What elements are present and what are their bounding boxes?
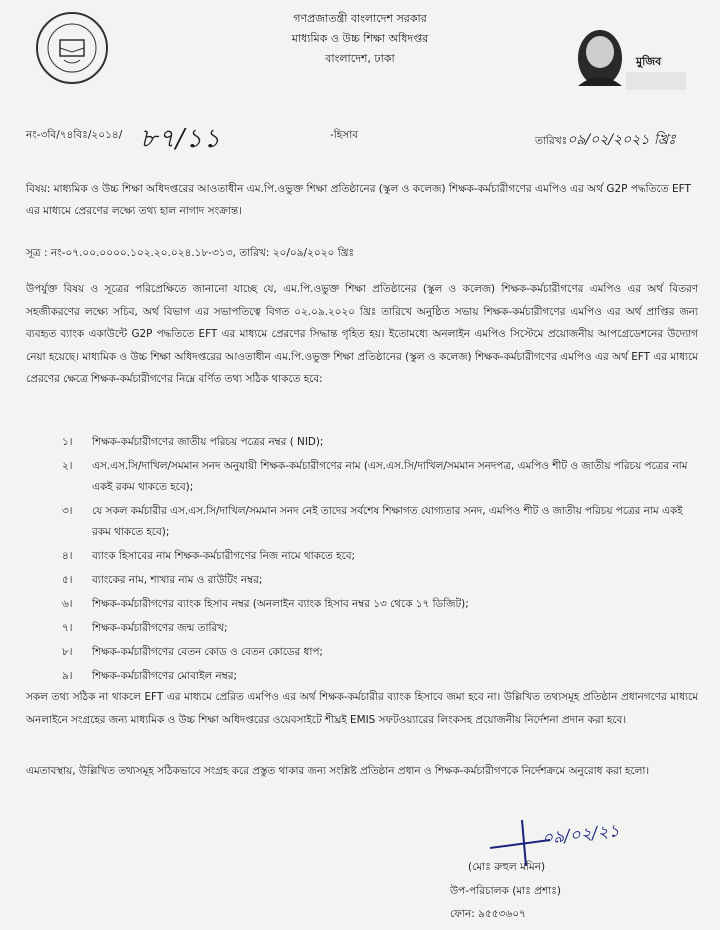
header-location: বাংলাদেশ, ঢাকা (325, 52, 395, 65)
subject-label: বিষয়: (26, 183, 51, 195)
subject-text: মাধ্যমিক ও উচ্চ শিক্ষা অধিদপ্তরের আওতাধীন এম.পি.ওভুক্ত শিক্ষা প্রতিষ্ঠানের (স্কুল ও কলেজ) শিক্ষক-কর্মচারীগণের এমপিও এর অর্থ G2P পদ্ধতিতে EFT এর মাধ্যমে প্রেরণের লক্ষ্যে তথ্য হাল নাগাদ সংক্রান্ত। (26, 183, 691, 217)
reference-sutro: সূত্র : নং-০৭.০০.০০০০.১০২.২০.০২৪.১৮-৩১৩, তারিখ: ২০/০৯/২০২০ খ্রিঃ (26, 247, 355, 259)
date-label: তারিখঃ (535, 135, 568, 147)
portrait-caption: মুজিব (636, 55, 662, 68)
memo-number: নং-৩বি/৭৪বিঃ/২০১৪/ (26, 129, 123, 141)
list-item: ১। শিক্ষক-কর্মচারীগণের জাতীয় পরিচয় পত্রের নম্বর ( NID); (62, 436, 324, 448)
header-directorate: মাধ্যমিক ও উচ্চ শিক্ষা অধিদপ্তর (291, 32, 429, 45)
list-item: ৩। যে সকল কর্মচারীর এস.এস.সি/দাখিল/সমমান সনদ নেই তাদের সর্বশেষ শিক্ষাগত যোগ্যতার সনদ, এমপিও শীট ও জাতীয় পরিচয় পত্রের নাম একই রকম থাকতে হবে); (62, 505, 683, 538)
body-paragraph-3: এমতাবস্থায়, উল্লিখিত তথ্যসমূহ সঠিকভাবে সংগ্রহ করে প্রস্তুত থাকার জন্য সংশ্লিষ্ট প্রতিষ্ঠান প্রধান ও শিক্ষক-কর্মচারীগণকে নির্দেশক্রমে অনুরোধ করা হলো। (26, 765, 650, 777)
body-paragraph-1: উপর্যুক্ত বিষয় ও সূত্রের পরিপ্রেক্ষিতে জানানো যাচ্ছে যে, এম.পি.ওভুক্ত শিক্ষা প্রতিষ্ঠানের (স্কুল ও কলেজ) শিক্ষক-কর্মচারীগণের এমপিও এর অর্থ বিতরণ সহজীকরণের লক্ষ্যে সচিব, অর্থ বিভাগ এর সভাপতিত্বে বিগত ০২.০৯.২০২০ খ্রিঃ তারিখে অনুষ্ঠিত সভায় শিক্ষক-কর্মচারীগণের এমপিও এর অর্থ প্রাপ্তির জন্য ব্যবহৃত ব্যাংক একাউন্টে G2P পদ্ধতিতে EFT এর মাধ্যমে প্রেরণের সিদ্ধান্ত গৃহিত হয়। ইতোমধ্যে অনলাইন এমপিও সিস্টেমে প্রয়োজনীয় আপগ্রেডেশনের উদ্যোগ নেয়া হয়েছে। মাধ্যমিক ও উচ্চ শিক্ষা অধিদপ্তরের আওতাধীন এম.পি.ওভুক্ত শিক্ষা প্রতিষ্ঠানের (স্কুল ও কলেজ) শিক্ষক-কর্মচারীগণের এমপিও এর অর্থ EFT এর মাধ্যমে প্রেরণের ক্ষেত্রে শিক্ষক-কর্মচারীগণের নিম্নে বর্ণিত তথ্য সঠিক থাকতে হবে: (26, 283, 698, 385)
subject-block (26, 178, 696, 222)
signature-block (420, 810, 660, 930)
seal-logo (34, 10, 110, 86)
required-info-list (62, 432, 698, 690)
body-paragraph-2: সকল তথ্য সঠিক না থাকলে EFT এর মাধ্যমে প্রেরিত এমপিও এর অর্থ শিক্ষক-কর্মচারীর ব্যাংক হিসাবে জমা হবে না। উল্লিখিত তথ্যসমূহ প্রতিষ্ঠান প্রধানগণের মাধ্যমে অনলাইনে সংগ্রহের জন্য মাধ্যমিক ও উচ্চ শিক্ষা অধিদপ্তরের ওয়েবসাইটে শীঘ্রই EMIS সফটওয়্যারের লিংকসহ প্রয়োজনীয় নির্দেশনা প্রদান করা হবে। (26, 691, 698, 726)
list-item: ২। এস.এস.সি/দাখিল/সমমান সনদ অনুযায়ী শিক্ষক-কর্মচারীগণের নাম (এস.এস.সি/দাখিল/সমমান সনদপত্র, এমপিও শীট ও জাতীয় পরিচয় পত্রের নাম একই রকম থাকতে হবে); (62, 460, 688, 493)
list-item: ৫। ব্যাংকের নাম, শাখার নাম ও রাউটিং নম্বর; (62, 574, 263, 586)
section-name: -হিসাব (330, 129, 359, 141)
date-value: ০৯/০২/২০২১ খ্রিঃ (567, 132, 676, 148)
signatory-name: (মোঃ রুহুল মমিন) (468, 861, 546, 873)
list-item: ৯। শিক্ষক-কর্মচারীগণের মোবাইল নম্বর; (62, 670, 237, 682)
list-item: ৬। শিক্ষক-কর্মচারীগণের ব্যাংক হিসাব নম্বর (অনলাইন ব্যাংক হিসাব নম্বর ১৩ থেকে ১৭ ডিজিট); (62, 598, 469, 610)
date-line (535, 128, 676, 152)
list-item: ৮। শিক্ষক-কর্মচারীগণের বেতন কোড ও বেতন কোডের ধাপ; (62, 646, 323, 658)
portrait-image (560, 16, 690, 96)
signatory-phone: ফোন: ৯৫৫৩৬০৭ (450, 908, 526, 920)
signature-date: ০৯/০২/২১ (541, 820, 621, 850)
signatory-designation: উপ-পরিচালক (মাঃ প্রশাঃ) (450, 885, 561, 897)
header-government: গণপ্রজাতন্ত্রী বাংলাদেশ সরকার (293, 12, 427, 25)
list-item: ৪। ব্যাংক হিসাবের নাম শিক্ষক-কর্মচারীগণের নিজ নামে থাকতে হবে; (62, 550, 356, 562)
memo-handwritten-number: ৮৭/১১ (140, 124, 222, 154)
list-item: ৭। শিক্ষক-কর্মচারীগণের জন্ম তারিখ; (62, 622, 228, 634)
